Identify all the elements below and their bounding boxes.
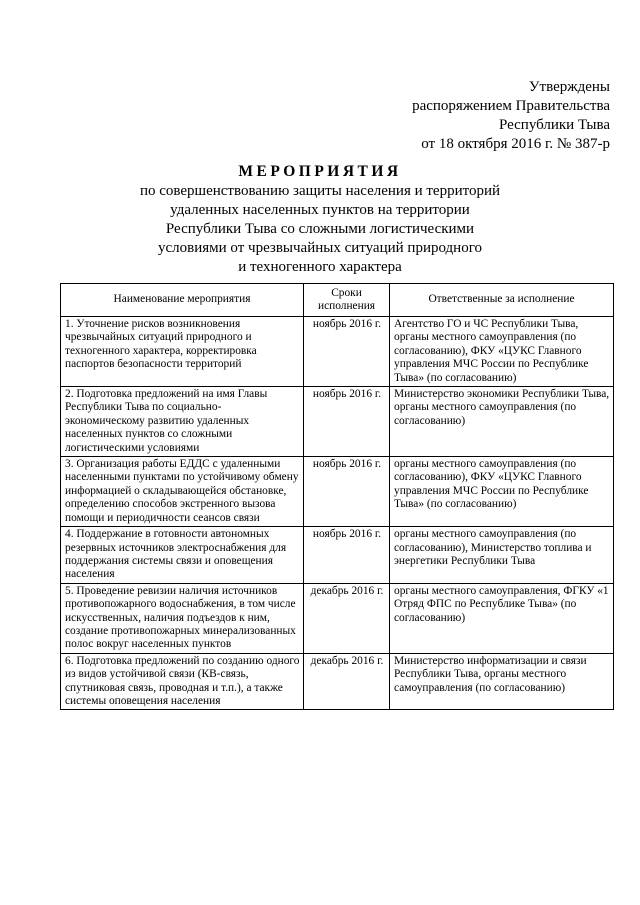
table-row (61, 653, 614, 710)
document-title (40, 162, 600, 277)
title-subline: Республики Тыва со сложными логистическими (165, 221, 475, 237)
title-subline: условиями от чрезвычайных ситуаций природного (158, 240, 482, 256)
header-responsible: Ответственные за исполнение (390, 284, 614, 317)
measure-name: 4. Поддержание в готовности автономных резервных источников электроснабжения для поддержания системы связи и оповещения населения (61, 527, 304, 584)
approval-line: Республики Тыва (498, 117, 610, 133)
measure-responsible: Агентство ГО и ЧС Республики Тыва, органы местного самоуправления (по согласованию), ФКУ «ЦУКС Главного управления МЧС России по Республике Тыва» (по согласованию) (390, 317, 614, 387)
measures-table (60, 283, 614, 710)
table-row (61, 583, 614, 653)
approval-date-line: от 18 октября 2016 г. № 387-р (421, 136, 610, 152)
measure-term: ноябрь 2016 г. (304, 317, 390, 387)
table-row (61, 527, 614, 584)
measure-term: ноябрь 2016 г. (304, 387, 390, 457)
approval-line: Утверждены (528, 79, 610, 95)
table-row (61, 317, 614, 387)
approval-block (370, 78, 610, 154)
header-name: Наименование мероприятия (61, 284, 304, 317)
measure-name: 1. Уточнение рисков возникновения чрезвычайных ситуаций природного и техногенного характера, корректировка паспортов безопасности территорий (61, 317, 304, 387)
measure-responsible: Министерство информатизации и связи Республики Тыва, органы местного самоуправления (по согласованию) (390, 653, 614, 710)
measure-term: декабрь 2016 г. (304, 653, 390, 710)
title-subline: и техногенного характера (238, 259, 402, 275)
measure-term: декабрь 2016 г. (304, 583, 390, 653)
measure-responsible: органы местного самоуправления (по согласованию), ФКУ «ЦУКС Главного управления МЧС России по Республике Тыва» (по согласованию) (390, 457, 614, 527)
table-header-row (61, 284, 614, 317)
title-subline: по совершенствованию защиты населения и территорий (139, 183, 501, 199)
approval-line: распоряжением Правительства (412, 98, 610, 114)
measure-term: ноябрь 2016 г. (304, 457, 390, 527)
measure-name: 5. Проведение ревизии наличия источников противопожарного водоснабжения, в том числе искусственных, наличия подъездов к ним, создание противопожарных минерализованных полос вокруг населенных пунктов (61, 583, 304, 653)
measure-responsible: Министерство экономики Республики Тыва, органы местного самоуправления (по согласованию) (390, 387, 614, 457)
measure-name: 3. Организация работы ЕДДС с удаленными населенными пунктами по устойчивому обмену информацией о складывающейся обстановке, определению способов экстренного вызова помощи и периодичности сеансов связи (61, 457, 304, 527)
measure-responsible: органы местного самоуправления, ФГКУ «1 Отряд ФПС по Республике Тыва» (по согласованию) (390, 583, 614, 653)
measure-name: 2. Подготовка предложений на имя Главы Республики Тыва по социально-экономическому развитию удаленных населенных пунктов со сложными логистическими условиями (61, 387, 304, 457)
title-heading: МЕРОПРИЯТИЯ (238, 163, 402, 180)
measure-name: 6. Подготовка предложений по созданию одного из видов устойчивой связи (КВ-связь, спутниковая связь, проводная и т.п.), а также системы оповещения населения (61, 653, 304, 710)
title-subline: удаленных населенных пунктов на территории (170, 202, 470, 218)
table-row (61, 387, 614, 457)
measure-term: ноябрь 2016 г. (304, 527, 390, 584)
header-term: Сроки исполнения (304, 284, 390, 317)
table-row (61, 457, 614, 527)
measure-responsible: органы местного самоуправления (по согласованию), Министерство топлива и энергетики Республики Тыва (390, 527, 614, 584)
